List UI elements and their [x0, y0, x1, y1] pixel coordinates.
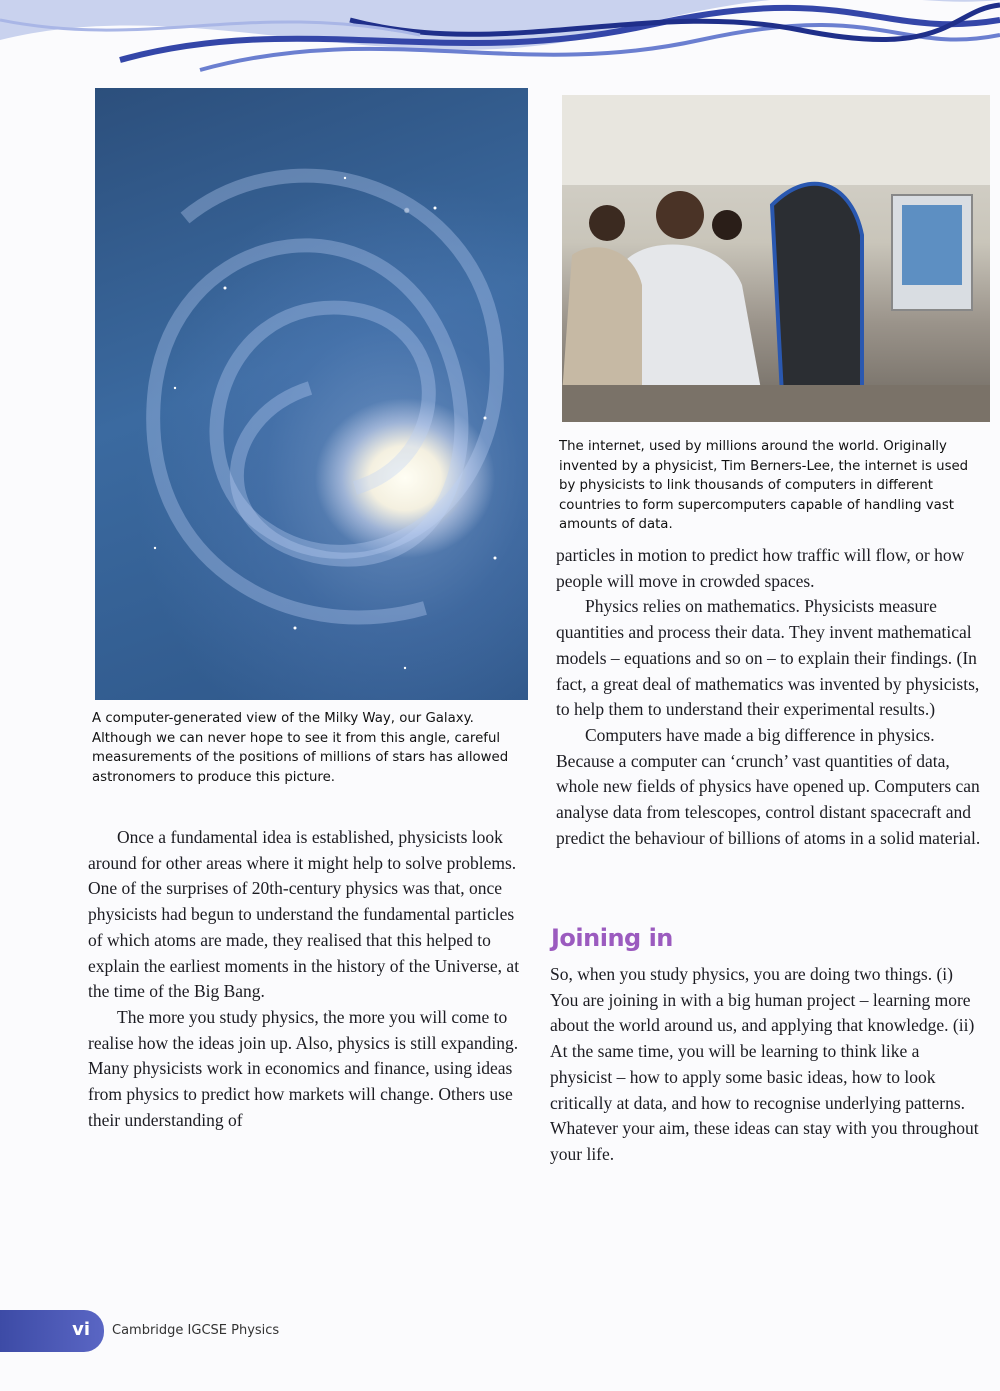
paragraph: Physics relies on mathematics. Physicists measure quantities and process their data. They invent mathematical models – equations and so on – to explain their findings. (In fact, a great deal of mathematics was invented by physicists, to help them to understand their experimental results.) — [556, 596, 980, 720]
book-title: Cambridge IGCSE Physics — [112, 1323, 280, 1338]
paragraph: So, when you study physics, you are doing two things. (i) You are joining in with a big human project – learning more about the world around us, and applying that knowledge. (ii) At the same time, you will be learning to think like a physicist – how to apply some basic ideas, how to look critically at data, and how to recognise underlying patterns. Whatever your aim, these ideas can stay with you throughout your life. — [550, 964, 979, 1164]
section-heading: Joining in — [551, 924, 673, 952]
paragraph: Once a fundamental idea is established, physicists look around for other areas where it might help to solve problems. One of the surprises of 20th-century physics was that, once physicists had begun to understand the fundamental particles of which atoms are made, they realised that this helped to explain the earliest moments in the history of the Universe, at the time of the Big Bang. — [88, 827, 520, 1002]
milky-way-image — [95, 88, 528, 700]
page-number-tab — [0, 1310, 104, 1352]
paragraph: The more you study physics, the more you will come to realise how the ideas join up. Also, physics is still expanding. Many physicists work in economics and finance, using ideas from physics to predict how markets will change. Others use their understanding of — [88, 1006, 519, 1130]
paragraph: Computers have made a big difference in physics. Because a computer can ‘crunch’ vast quantities of data, whole new fields of physics have opened up. Computers can analyse data from telescopes, control distant spacecraft and predict the behaviour of billions of atoms in a solid material. — [556, 724, 981, 848]
page-number: vi — [72, 1319, 90, 1340]
right-column-text — [556, 543, 988, 851]
header-wave-decoration — [0, 0, 1000, 90]
internet-photo — [562, 95, 990, 422]
paragraph: particles in motion to predict how traffic will flow, or how people will move in crowded spaces. — [556, 545, 965, 591]
galaxy-caption: A computer-generated view of the Milky Way, our Galaxy. Although we can never hope to see it from this angle, careful measurements of the positions of millions of stars has allowed astronomers to produce this picture. — [92, 711, 509, 785]
left-column-text — [88, 825, 520, 1133]
joining-in-text — [550, 962, 982, 1168]
internet-caption: The internet, used by millions around the world. Originally invented by a physicist, Tim Berners-Lee, the internet is used by physicists to link thousands of computers in different countries to form supercomputers capable of handling vast amounts of data. — [559, 439, 969, 532]
